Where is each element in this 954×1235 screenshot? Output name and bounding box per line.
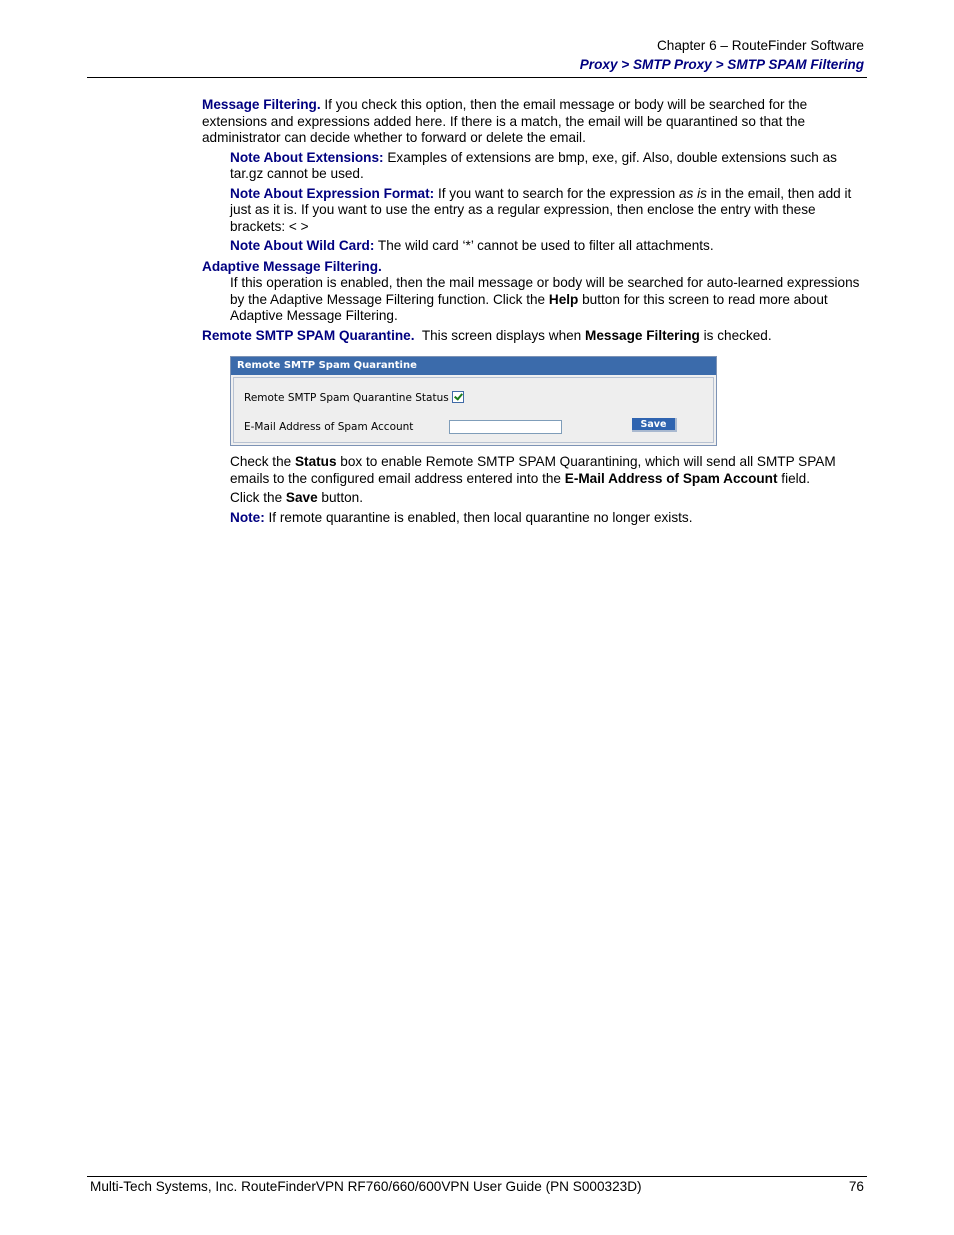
adaptive-term: Adaptive Message Filtering. (202, 258, 382, 274)
footer-rule (87, 1176, 867, 1177)
note-paragraph (230, 510, 864, 527)
click-save-bold: Save (285, 490, 318, 505)
click-save-paragraph (230, 490, 864, 507)
note-extensions (230, 150, 864, 183)
adaptive-text-2: button for this screen to read more about Adaptive Message Filtering. (230, 291, 828, 323)
remote-quarantine-panel (230, 356, 717, 446)
remote-term: Remote SMTP SPAM Quarantine. (202, 327, 415, 343)
check-text-3: field. (777, 470, 811, 486)
main-content (202, 97, 864, 344)
note-text: If remote quarantine is enabled, then local quarantine no longer exists. (264, 509, 693, 525)
note-wildcard-term: Note About Wild Card: (230, 238, 375, 253)
after-panel-text (230, 454, 864, 529)
note-wildcard (230, 238, 864, 255)
adaptive-paragraph (230, 275, 864, 325)
status-row (244, 391, 464, 404)
check-text-2: box to enable Remote SMTP SPAM Quarantining, which will send all SMTP SPAM emails to the configured email address entered into the (230, 454, 836, 486)
email-label: E-Mail Address of Spam Account (244, 421, 414, 433)
remote-text-2: is checked. (699, 327, 772, 343)
note-extensions-text: Examples of extensions are bmp, exe, gif. Also, double extensions such as tar.gz cannot be used. (230, 149, 837, 181)
adaptive-help-bold: Help (548, 291, 579, 307)
message-filtering-term: Message Filtering. (202, 97, 321, 112)
check-status-paragraph (230, 454, 864, 487)
note-expression-term: Note About Expression Format: (230, 185, 435, 201)
note-expression-italic: as is (679, 185, 707, 201)
check-text-1: Check the (230, 454, 295, 469)
save-button[interactable]: Save (632, 418, 677, 432)
panel-title: Remote SMTP Spam Quarantine (231, 357, 716, 375)
remote-paragraph (202, 328, 864, 345)
status-checkbox[interactable] (452, 391, 464, 403)
page-number: 76 (848, 1179, 864, 1194)
header-breadcrumb: Proxy > SMTP Proxy > SMTP SPAM Filtering (579, 57, 864, 72)
footer-title: Multi-Tech Systems, Inc. RouteFinderVPN RF760/660/600VPN User Guide (PN S000323D) (90, 1179, 642, 1194)
status-label: Remote SMTP Spam Quarantine Status (244, 392, 449, 404)
header-rule (87, 77, 867, 78)
message-filtering-text: If you check this option, then the email message or body will be searched for the extensions and expressions added here. If there is a match, the email will be quarantined so that the administrator can decide whether to forward or delete the email. (202, 97, 808, 145)
remote-text-1: This screen displays when (414, 327, 586, 343)
check-field-bold: E-Mail Address of Spam Account (564, 470, 778, 486)
note-expression-text-1: If you want to search for the expression (434, 185, 679, 201)
email-field[interactable] (449, 420, 562, 434)
note-extensions-term: Note About Extensions: (230, 149, 384, 165)
message-filtering-paragraph (202, 97, 864, 147)
note-term: Note: (230, 509, 265, 525)
panel-body (233, 377, 714, 443)
check-status-bold: Status (294, 454, 337, 469)
adaptive-text-1: If this operation is enabled, then the mail message or body will be searched for auto-learned expressions by the Adaptive Message Filtering function. Click the (230, 275, 860, 307)
click-text-1: Click the (230, 490, 286, 505)
header-chapter: Chapter 6 – RouteFinder Software (656, 38, 864, 53)
note-expression (230, 186, 864, 236)
adaptive-heading (202, 259, 864, 276)
remote-bold: Message Filtering (585, 327, 700, 343)
note-expression-text-2: in the email, then add it just as it is. If you want to use the entry as a regular expression, then enclose the entry with these brackets: < > (230, 185, 852, 234)
click-text-2: button. (317, 490, 364, 505)
email-row (244, 421, 413, 433)
note-wildcard-text: The wild card ‘*’ cannot be used to filter all attachments. (374, 238, 714, 253)
